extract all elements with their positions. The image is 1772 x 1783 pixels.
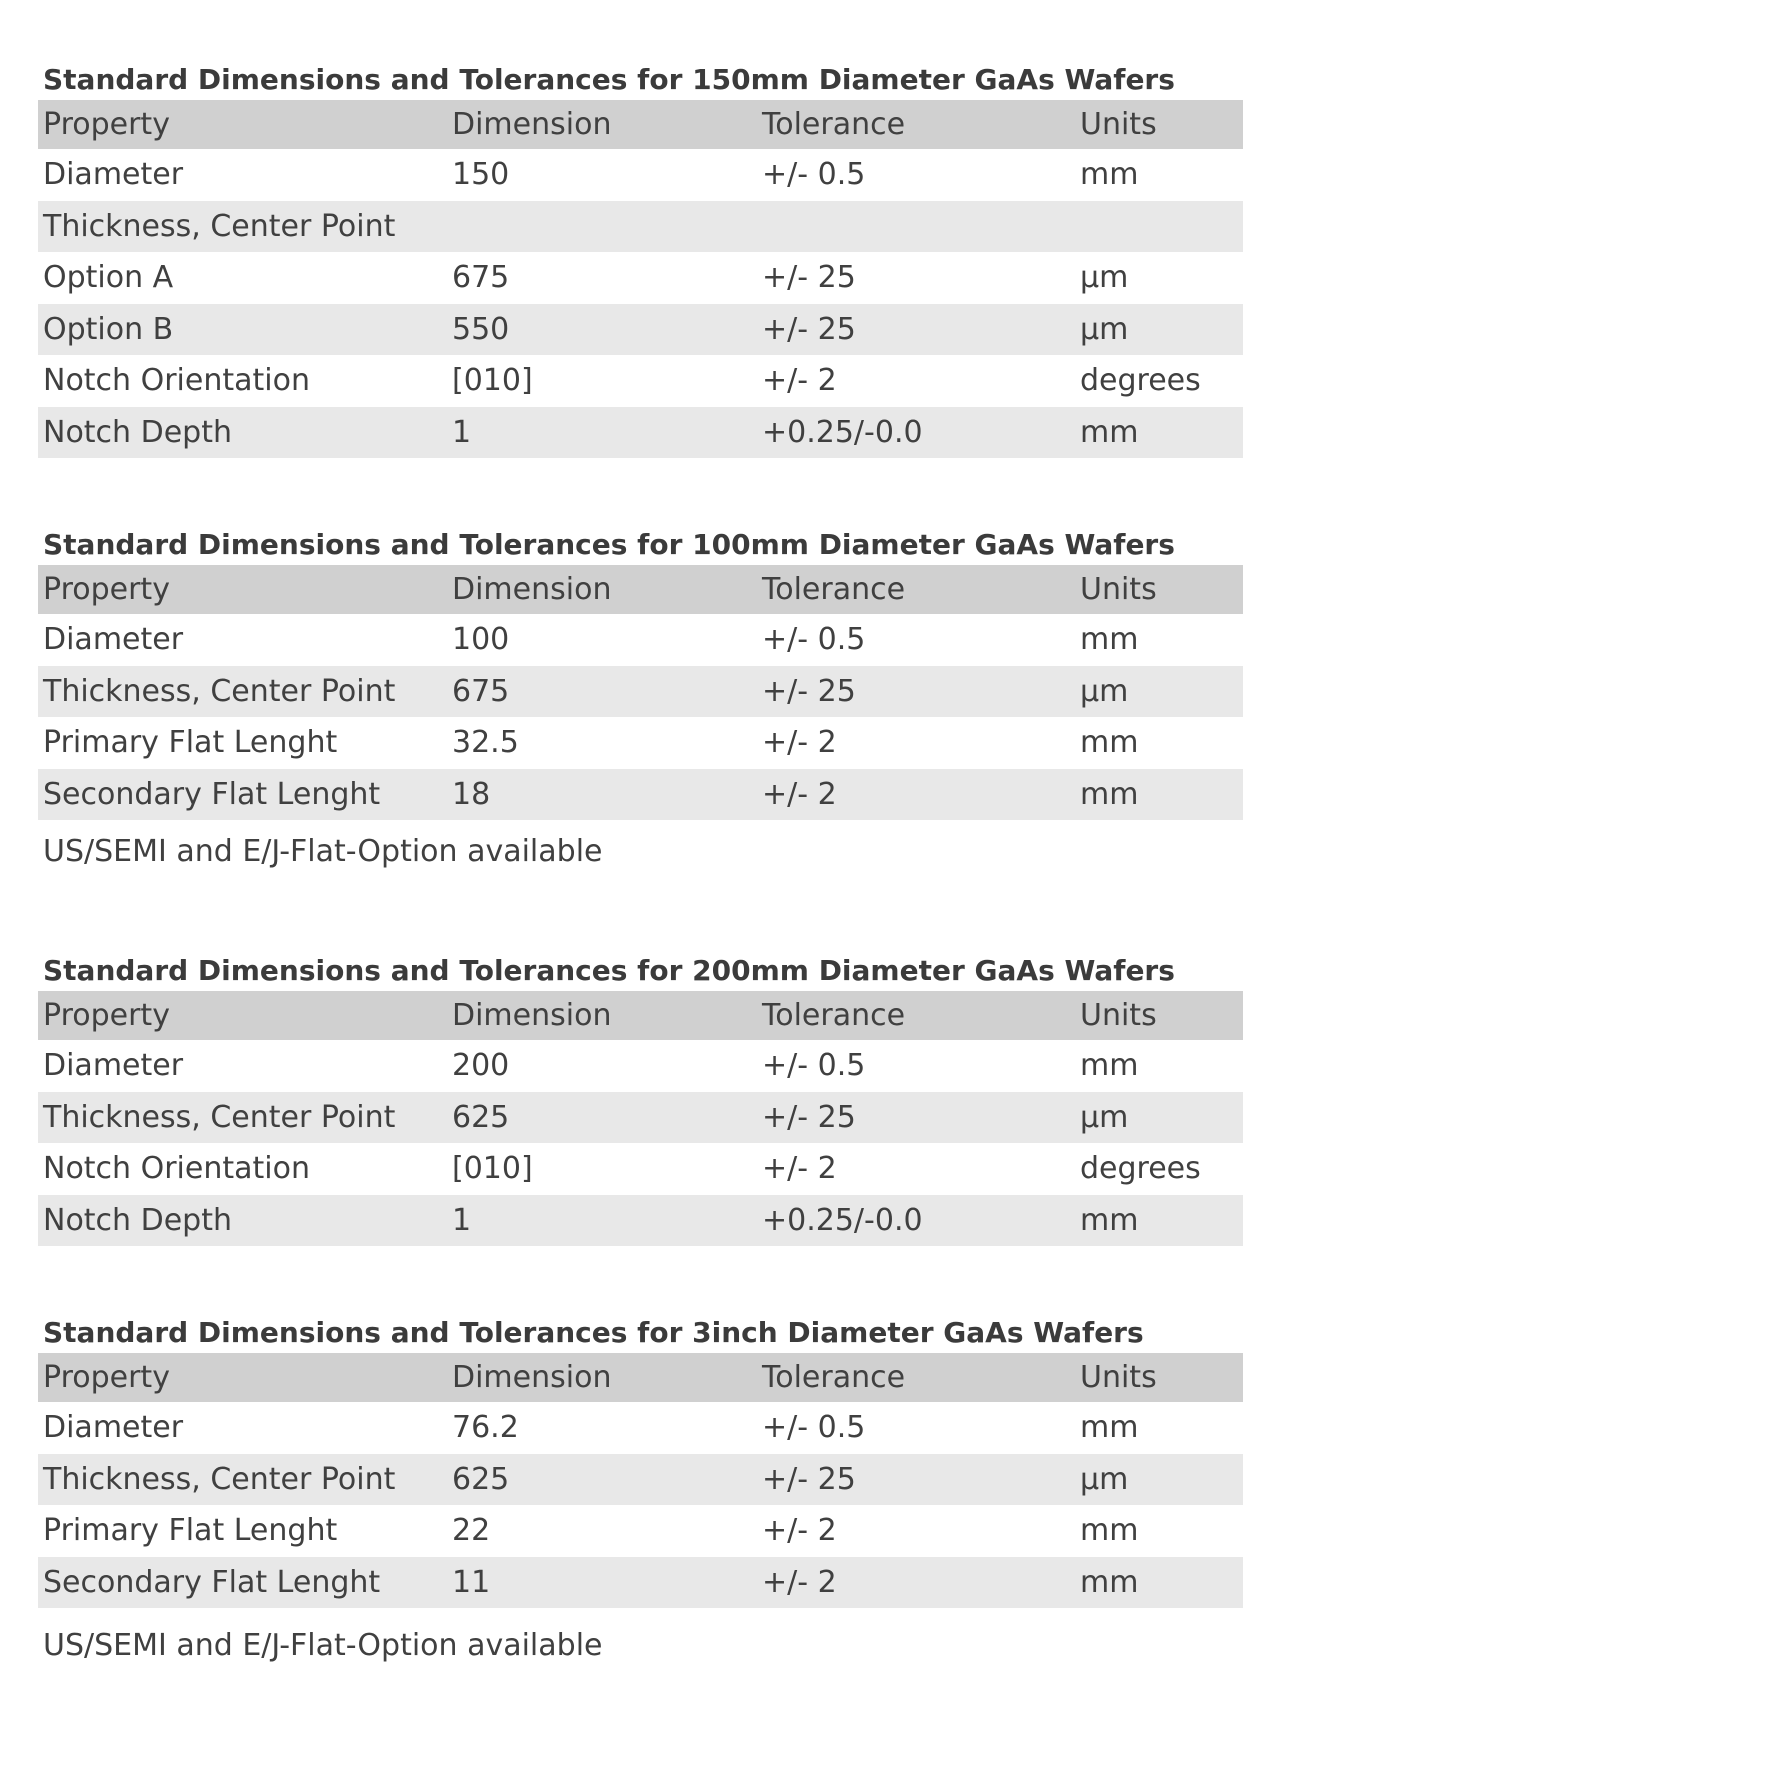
cell-tolerance: +/- 0.5 (762, 1410, 866, 1446)
cell-tolerance: +/- 0.5 (762, 622, 866, 658)
table-row (38, 614, 1243, 666)
spec-table (38, 100, 1243, 458)
cell-units: mm (1080, 1202, 1139, 1238)
section-title: Standard Dimensions and Tolerances for 3inch Diameter GaAs Wafers (43, 1316, 1144, 1349)
section-title: Standard Dimensions and Tolerances for 200mm Diameter GaAs Wafers (43, 954, 1175, 987)
flat-option-note: US/SEMI and E/J-Flat-Option available (43, 834, 603, 869)
table-row (38, 1195, 1243, 1247)
table-row (38, 666, 1243, 718)
header-tolerance: Tolerance (762, 572, 906, 607)
cell-property: Notch Depth (43, 414, 232, 450)
cell-tolerance: +/- 2 (762, 1151, 837, 1187)
cell-dimension: 76.2 (452, 1410, 519, 1446)
header-property: Property (43, 572, 170, 607)
cell-tolerance: +/- 25 (762, 311, 856, 347)
section-100mm (38, 525, 1243, 872)
cell-property: Thickness, Center Point (43, 673, 396, 709)
flat-option-note: US/SEMI and E/J-Flat-Option available (43, 1628, 603, 1663)
table-row (38, 769, 1243, 821)
header-dimension: Dimension (452, 998, 612, 1033)
cell-tolerance: +/- 25 (762, 1461, 856, 1497)
cell-dimension: 32.5 (452, 725, 519, 761)
cell-dimension: 100 (452, 622, 510, 658)
cell-units: mm (1080, 1410, 1139, 1446)
cell-tolerance: +/- 2 (762, 363, 837, 399)
cell-property: Secondary Flat Lenght (43, 1564, 381, 1600)
cell-units: mm (1080, 414, 1139, 450)
cell-dimension: 22 (452, 1513, 491, 1549)
cell-property: Thickness, Center Point (43, 1461, 396, 1497)
cell-property: Secondary Flat Lenght (43, 776, 381, 812)
table-header-row (38, 565, 1243, 614)
cell-units: µm (1080, 311, 1129, 347)
cell-property: Option A (43, 260, 174, 296)
section-title: Standard Dimensions and Tolerances for 100mm Diameter GaAs Wafers (43, 528, 1175, 561)
section-150mm (38, 60, 1243, 458)
section-200mm (38, 951, 1243, 1246)
cell-dimension: 1 (452, 414, 472, 450)
cell-tolerance: +/- 2 (762, 725, 837, 761)
table-row (38, 252, 1243, 304)
cell-dimension: 18 (452, 776, 491, 812)
cell-units: mm (1080, 725, 1139, 761)
header-tolerance: Tolerance (762, 998, 906, 1033)
cell-tolerance: +/- 2 (762, 776, 837, 812)
header-units: Units (1080, 1360, 1157, 1395)
header-property: Property (43, 998, 170, 1033)
cell-property: Diameter (43, 1410, 184, 1446)
header-units: Units (1080, 572, 1157, 607)
table-header-row (38, 100, 1243, 149)
table-header-row (38, 1353, 1243, 1402)
cell-tolerance: +/- 2 (762, 1564, 837, 1600)
header-property: Property (43, 1360, 170, 1395)
cell-units: degrees (1080, 363, 1201, 399)
table-row (38, 1092, 1243, 1144)
cell-units: mm (1080, 776, 1139, 812)
cell-tolerance: +/- 2 (762, 1513, 837, 1549)
cell-property: Notch Depth (43, 1202, 232, 1238)
cell-units: degrees (1080, 1151, 1201, 1187)
header-tolerance: Tolerance (762, 107, 906, 142)
cell-dimension: [010] (452, 363, 533, 399)
table-row (38, 149, 1243, 201)
cell-property: Diameter (43, 1048, 184, 1084)
cell-property: Primary Flat Lenght (43, 725, 338, 761)
cell-property: Diameter (43, 622, 184, 658)
cell-units: mm (1080, 1564, 1139, 1600)
cell-tolerance: +/- 25 (762, 260, 856, 296)
table-row (38, 304, 1243, 356)
cell-dimension: 150 (452, 157, 510, 193)
cell-units: µm (1080, 1099, 1129, 1135)
header-property: Property (43, 107, 170, 142)
cell-dimension: 1 (452, 1202, 472, 1238)
table-row (38, 1557, 1243, 1609)
header-dimension: Dimension (452, 1360, 612, 1395)
header-units: Units (1080, 107, 1157, 142)
table-header-row (38, 991, 1243, 1040)
table-row (38, 717, 1243, 769)
cell-dimension: 625 (452, 1099, 510, 1135)
cell-tolerance: +/- 0.5 (762, 1048, 866, 1084)
cell-property: Notch Orientation (43, 1151, 310, 1187)
spec-table (38, 991, 1243, 1246)
cell-dimension: 550 (452, 311, 510, 347)
cell-units: µm (1080, 1461, 1129, 1497)
cell-property: Thickness, Center Point (43, 1099, 396, 1135)
cell-property: Primary Flat Lenght (43, 1513, 338, 1549)
header-dimension: Dimension (452, 572, 612, 607)
cell-units: µm (1080, 260, 1129, 296)
header-units: Units (1080, 998, 1157, 1033)
cell-tolerance: +/- 25 (762, 1099, 856, 1135)
cell-dimension: 11 (452, 1564, 491, 1600)
header-dimension: Dimension (452, 107, 612, 142)
cell-dimension: 625 (452, 1461, 510, 1497)
table-row (38, 201, 1243, 253)
cell-dimension: 675 (452, 260, 510, 296)
cell-units: µm (1080, 673, 1129, 709)
cell-dimension: 200 (452, 1048, 510, 1084)
spec-table (38, 1353, 1243, 1608)
cell-tolerance: +/- 25 (762, 673, 856, 709)
cell-property: Option B (43, 311, 174, 347)
cell-units: mm (1080, 1048, 1139, 1084)
table-row (38, 1402, 1243, 1454)
cell-units: mm (1080, 622, 1139, 658)
cell-tolerance: +/- 0.5 (762, 157, 866, 193)
cell-units: mm (1080, 157, 1139, 193)
cell-property: Notch Orientation (43, 363, 310, 399)
cell-tolerance: +0.25/-0.0 (762, 414, 923, 450)
cell-property: Diameter (43, 157, 184, 193)
table-row (38, 407, 1243, 459)
cell-dimension: 675 (452, 673, 510, 709)
table-row (38, 1454, 1243, 1506)
table-row (38, 1505, 1243, 1557)
section-3inch (38, 1313, 1243, 1666)
spec-table (38, 565, 1243, 820)
table-row (38, 1143, 1243, 1195)
table-row (38, 1040, 1243, 1092)
cell-units: mm (1080, 1513, 1139, 1549)
cell-property: Thickness, Center Point (43, 208, 396, 244)
header-tolerance: Tolerance (762, 1360, 906, 1395)
cell-dimension: [010] (452, 1151, 533, 1187)
section-title: Standard Dimensions and Tolerances for 150mm Diameter GaAs Wafers (43, 63, 1175, 96)
table-row (38, 355, 1243, 407)
cell-tolerance: +0.25/-0.0 (762, 1202, 923, 1238)
